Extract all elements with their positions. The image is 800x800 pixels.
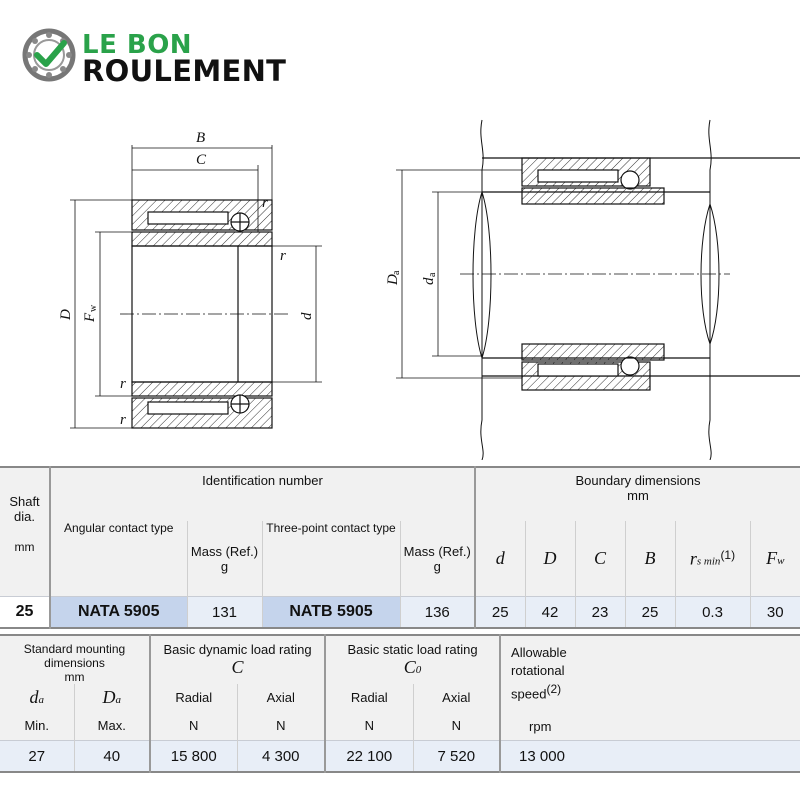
static-header [325, 635, 500, 684]
cell-Fw: 30 [750, 597, 800, 629]
col-D: D [525, 521, 575, 597]
cell-dyn-axial: 4 300 [237, 741, 325, 773]
static-label: Basic static load rating [347, 642, 478, 657]
unit-stat-axial: N [413, 710, 500, 741]
shaft-header [0, 467, 50, 597]
unit-dyn-radial: N [150, 710, 237, 741]
col-dyn-radial: Radial [150, 684, 237, 710]
static-symbol-sub: 0 [415, 664, 422, 676]
col-stat-radial: Radial [325, 684, 413, 710]
cell-stat-axial: 7 520 [413, 741, 500, 773]
cell-D: 42 [525, 597, 575, 629]
col-da [0, 684, 74, 710]
cell-mass1: 131 [187, 597, 262, 629]
static-symbol: C [403, 657, 416, 677]
cell-speed: 13 000 [500, 741, 800, 773]
logo-line1: LE BON [82, 30, 193, 60]
speed-unit: rpm [529, 719, 552, 735]
col-Da-sub: a [115, 693, 121, 706]
col-max: Max. [74, 710, 150, 741]
col-F: F [766, 548, 778, 568]
dim-label-r1: r [262, 195, 268, 211]
cell-nata: NATA 5905 [50, 597, 187, 629]
dim-label-Fw-sub: w [88, 304, 99, 312]
cell-Da: 40 [74, 741, 150, 773]
cell-B: 25 [625, 597, 675, 629]
dynamic-header [150, 635, 325, 684]
col-da-sub: a [38, 693, 44, 706]
col-Fw [750, 521, 800, 597]
cell-r: 0.3 [675, 597, 750, 629]
col-dyn-axial: Axial [237, 684, 325, 710]
speed-header [500, 635, 800, 741]
dim-label-d: d [299, 312, 315, 320]
col-B: B [625, 521, 675, 597]
col-Da-sym: D [102, 686, 116, 707]
col-F-sub: w [777, 555, 785, 567]
speed-label: Allowable rotational speed [511, 645, 567, 702]
dim-label-Da-sub: a [391, 270, 402, 275]
cell-stat-radial: 22 100 [325, 741, 413, 773]
spec-table-ratings [0, 634, 800, 773]
mass1-unit: g [220, 558, 229, 574]
mass1-header [187, 521, 262, 597]
mounting-header [0, 635, 150, 684]
unit-stat-radial: N [325, 710, 413, 741]
col-Da [74, 684, 150, 710]
col-r-sub: s min [696, 555, 721, 568]
boundary-label: Boundary dimensions [575, 473, 701, 488]
dim-label-r2: r [280, 248, 286, 264]
dim-label-Da: D [385, 274, 401, 285]
cell-mass2: 136 [400, 597, 475, 629]
cell-C: 23 [575, 597, 625, 629]
unit-dyn-axial: N [237, 710, 325, 741]
mass1-label: Mass (Ref.) [190, 543, 259, 559]
boundary-unit: mm [627, 488, 649, 503]
angular-header: Angular contact type [50, 521, 187, 597]
col-da-sym: d [29, 686, 39, 707]
dim-label-B: B [196, 130, 206, 146]
dim-label-da-sub: a [427, 272, 438, 277]
dim-label-Fw: F [82, 312, 98, 322]
shaft-label: Shaft dia. [9, 494, 40, 524]
mass2-label: Mass (Ref.) [403, 543, 471, 559]
cell-d: 25 [475, 597, 525, 629]
col-d: d [475, 521, 525, 597]
col-r: r [689, 548, 697, 569]
boundary-header [475, 467, 800, 521]
dynamic-symbol: C [231, 657, 244, 677]
col-stat-axial: Axial [413, 684, 500, 710]
mounting-unit: mm [64, 670, 85, 684]
dim-label-C: C [196, 152, 207, 168]
table-row [0, 741, 800, 773]
col-r-note: (1) [720, 547, 736, 562]
cell-natb: NATB 5905 [262, 597, 400, 629]
dim-label-D: D [58, 309, 74, 320]
spec-table-identification [0, 466, 800, 629]
cell-dyn-radial: 15 800 [150, 741, 237, 773]
dynamic-label: Basic dynamic load rating [163, 642, 312, 657]
col-min: Min. [0, 710, 74, 741]
col-C: C [575, 521, 625, 597]
mass2-header [400, 521, 475, 597]
logo-line2: ROULEMENT [82, 54, 287, 88]
dim-label-da: d [421, 277, 437, 285]
mass2-unit: g [433, 558, 441, 574]
shaft-unit: mm [14, 540, 35, 554]
cell-shaft: 25 [0, 597, 50, 629]
mounting-label: Standard mounting dimensions [23, 642, 126, 670]
col-rsmin [675, 521, 750, 597]
identification-header: Identification number [50, 467, 475, 521]
three-point-header: Three-point contact type [262, 521, 400, 597]
speed-note: (2) [546, 682, 562, 696]
dim-label-r3: r [120, 376, 126, 392]
cell-da: 27 [0, 741, 74, 773]
table-row [0, 597, 800, 629]
dim-label-r4: r [120, 412, 126, 428]
